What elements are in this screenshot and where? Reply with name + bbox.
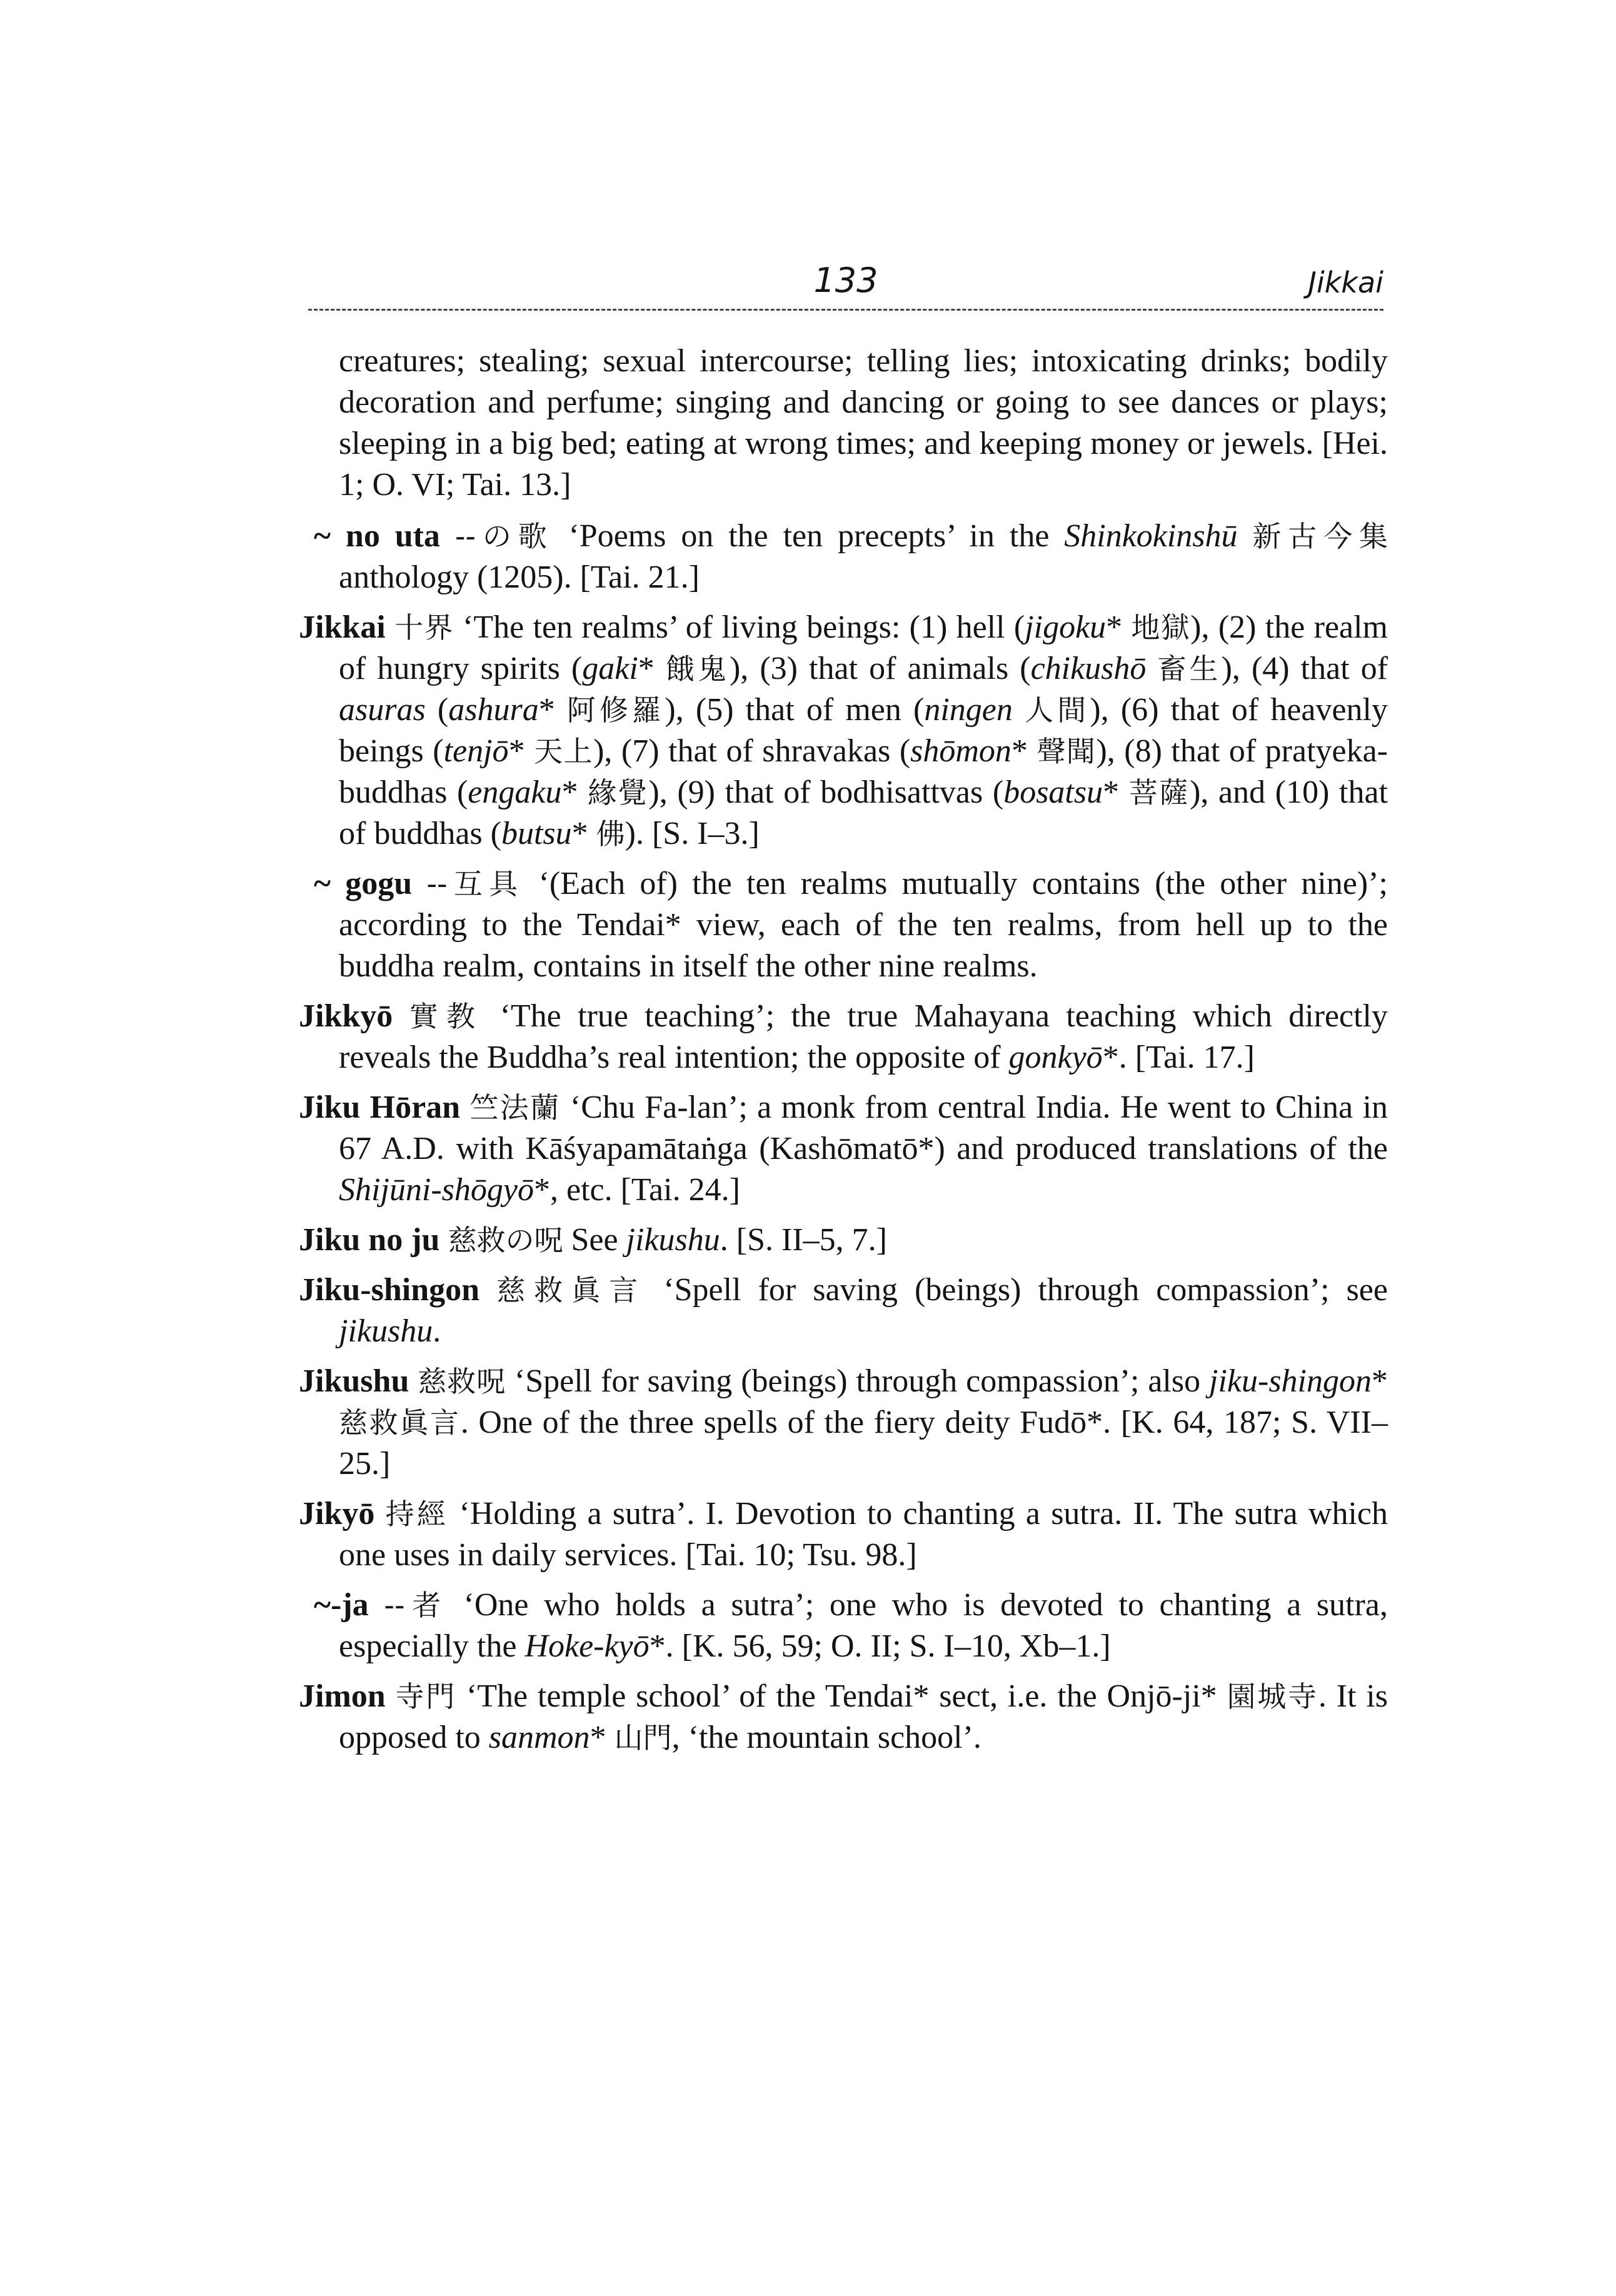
entry-kanji: 竺法蘭	[469, 1091, 561, 1125]
entry-headword: ~-ja	[314, 1587, 369, 1623]
entry-headword: Jikushu	[299, 1363, 409, 1399]
dictionary-entry	[299, 1361, 1388, 1485]
entry-kanji: 十界	[394, 611, 454, 644]
entry-headword: Jiku no ju	[299, 1222, 440, 1258]
sub-entry	[299, 863, 1388, 987]
entry-headword: Jikyō	[299, 1496, 375, 1532]
entry-definition: ‘The true teaching’; the true Mahayana teaching which directly reveals the Buddha’s real intention; the opposite of gonkyō*. [Tai. 17.]	[339, 998, 1388, 1075]
entry-definition: See jikushu. [S. II–5, 7.]	[571, 1222, 887, 1258]
entry-kanji: --の歌	[454, 519, 554, 553]
entry-headword: Jikkyō	[299, 998, 393, 1034]
sub-entry	[299, 516, 1388, 598]
page-number: 133	[813, 261, 878, 300]
entry-kanji: 持經	[385, 1497, 449, 1531]
entry-kanji: 慈救眞言	[496, 1273, 647, 1307]
entry-definition: ‘(Each of) the ten realms mutually contains (the other nine)’; according to the Tendai* view, each of the ten realms, from hell up to the buddha realm, contains in itself the other nine realms.	[339, 866, 1388, 984]
entry-headword: Jiku-shingon	[299, 1272, 480, 1308]
dictionary-entry	[299, 1270, 1388, 1352]
running-head: Jikkai	[1308, 266, 1383, 299]
entry-kanji: --者	[384, 1588, 448, 1622]
entry-definition: ‘The temple school’ of the Tendai* sect, i.e. the Onjō-ji* 園城寺. It is opposed to sanmon* 山門, ‘the mountain school’.	[339, 1678, 1388, 1755]
page-header	[308, 259, 1383, 313]
entry-headword: Jimon	[299, 1678, 386, 1714]
entry-definition: ‘The ten realms’ of living beings: (1) hell (jigoku* 地獄), (2) the realm of hungry spirits (gaki* 餓鬼), (3) that of animals (chikushō 畜生), (4) that of asuras (ashura* 阿修羅), (5) that of men (ningen 人間), (6) that of heavenly beings (tenjō* 天上), (7) that of shravakas (shōmon* 聲聞), (8) that of pratyeka-buddhas (engaku* 緣覺), (9) that of bodhisattvas (bosatsu* 菩薩), and (10) that of buddhas (butsu* 佛). [S. I–3.]	[339, 609, 1388, 851]
entry-definition: ‘Poems on the ten precepts’ in the Shinkokinshū 新古今集 anthology (1205). [Tai. 21.]	[339, 518, 1388, 595]
dictionary-entry	[299, 607, 1388, 855]
entry-continuation: creatures; stealing; sexual intercourse; telling lies; intoxicating drinks; bodily decoration and perfume; singing and dancing or going to see dances or plays; sleeping in a big bed; eating at wrong times; and keeping money or jewels. [Hei. 1; O. VI; Tai. 13.]	[339, 343, 1388, 503]
dictionary-entry	[299, 996, 1388, 1078]
entry-definition: ‘Chu Fa-lan’; a monk from central India. He went to China in 67 A.D. with Kāśyapamātaṅga (Kashōmatō*) and produced translations of the Shijūni-shōgyō*, etc. [Tai. 24.]	[339, 1090, 1388, 1208]
entry-definition: ‘Spell for saving (beings) through compassion’; also jiku-shingon* 慈救眞言. One of the three spells of the fiery deity Fudō*. [K. 64, 187; S. VII–25.]	[339, 1363, 1388, 1481]
entry-definition: ‘One who holds a sutra’; one who is devoted to chanting a sutra, especially the Hoke-kyō*. [K. 56, 59; O. II; S. I–10, Xb–1.]	[339, 1587, 1388, 1664]
entry-kanji: 寺門	[395, 1680, 457, 1713]
sub-entry	[299, 1585, 1388, 1667]
entry-headword: ~ gogu	[314, 866, 413, 901]
entry-definition: ‘Spell for saving (beings) through compassion’; see jikushu.	[339, 1272, 1388, 1349]
header-rule	[308, 309, 1383, 311]
entry-kanji: 慈救の呪	[448, 1223, 563, 1257]
dictionary-entry	[299, 1676, 1388, 1758]
entry-definition: ‘Holding a sutra’. I. Devotion to chanting a sutra. II. The sutra which one uses in daily services. [Tai. 10; Tsu. 98.]	[339, 1496, 1388, 1573]
entry-headword: ~ no uta	[314, 518, 440, 554]
dictionary-entry	[299, 1220, 1388, 1261]
dictionary-entry	[299, 1493, 1388, 1576]
entry-kanji: --互具	[426, 867, 524, 901]
entry-headword: Jiku Hōran	[299, 1090, 461, 1125]
dictionary-entries	[299, 341, 1388, 1767]
entry-kanji: 慈救呪	[418, 1365, 506, 1398]
entry-headword: Jikkai	[299, 609, 386, 645]
entry-kanji: 實教	[409, 1000, 484, 1033]
dictionary-entry	[299, 1087, 1388, 1211]
